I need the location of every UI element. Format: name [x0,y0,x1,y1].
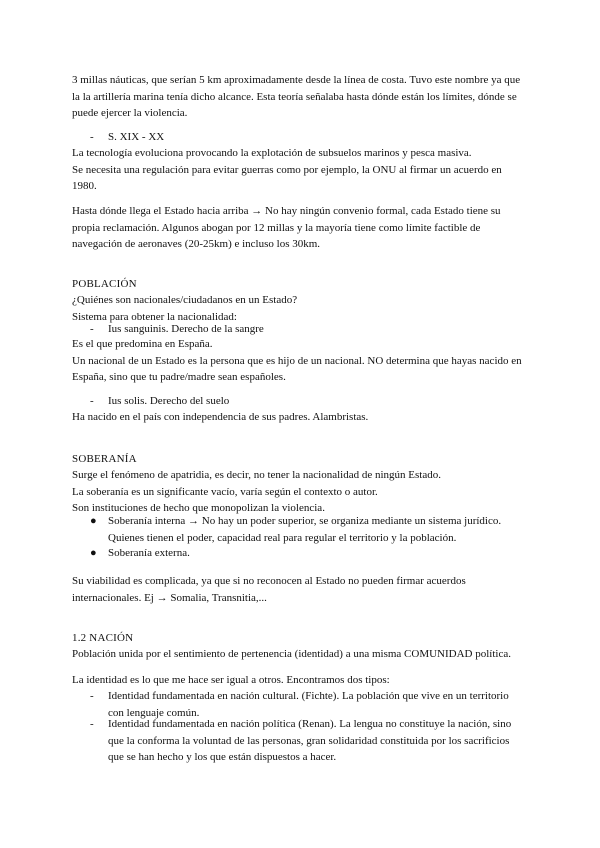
dash-bullet: - [90,131,94,143]
text-line: propia reclamación. Algunos abogan por 12 millas y la mayoría tiene como límite factible de [72,221,481,234]
text-line: Población unida por el sentimiento de pertenencia (identidad) a una misma COMUNIDAD política. [72,648,511,660]
text-line: La tecnología evoluciona provocando la explotación de subsuelos marinos y pesca masiva. [72,147,472,159]
list-item-text: Ius solis. Derecho del suelo [108,395,230,407]
text-line: Soberanía externa. [108,547,190,559]
intro-paragraph [72,72,542,122]
text-line: navegación de aeronaves (20-25km) e incluso los 30km. [72,238,321,250]
text-line: Sistema para obtener la nacionalidad: [72,310,237,323]
text-line: 1980. [72,180,97,192]
section-heading-soberania: SOBERANÍA [72,453,137,465]
dash-bullet: - [90,718,94,730]
dash-bullet: - [90,690,94,702]
text-line: Soberanía interna → No hay un poder superior, se organiza mediante un sistema jurídico. [108,515,502,527]
list-item-siglo [72,129,542,146]
list-item-ius-solis [72,393,542,410]
identity-paragraph [72,672,542,689]
list-item-text [108,513,542,546]
text-line: Identidad fundamentada en nación política (Renan). La lengua no constituye la nación, sino [108,718,512,730]
text-line: Un nacional de un Estado es la persona que es hijo de un nacional. NO determina que hayas nacido en [72,354,522,367]
list-item-text [108,716,542,766]
text-line: Es el que predomina en España. [72,338,213,350]
text-line: la la artillería marina tenía dicho alcance. Esta teoría señalaba hasta dónde están los límites, dónde se [72,90,517,103]
dash-bullet: - [90,395,94,407]
list-item-text [108,545,542,562]
text-line: que se han hecho y los que están dispuestos a hacer. [108,751,337,763]
list-item-text: Ius sanguinis. Derecho de la sangre [108,323,264,335]
text-line: Hasta dónde llega el Estado hacia arriba → No hay ningún convenio formal, cada Estado tiene su [72,205,501,217]
text-line: internacionales. Ej → Somalia, Transnitia,... [72,591,267,604]
list-item-nacion-politica [72,716,542,766]
list-item-soberania-externa [72,545,542,562]
ius-solis-paragraph [72,409,542,426]
text-line: La identidad es lo que me hace ser igual a otros. Encontramos dos tipos: [72,674,390,686]
text-line: 3 millas náuticas, que serían 5 km aproximadamente desde la línea de costa. Tuvo este nombre ya que [72,74,521,86]
text-line: La soberanía es un significante vacío, varía según el contexto o autor. [72,485,378,498]
section-heading-poblacion: POBLACIÓN [72,278,137,290]
text-line: que la conforma la voluntad de las personas, gran solidaridad constituida por los sacrificios [108,734,510,747]
text-line: Ha nacido en el país con independencia de sus padres. Alambristas. [72,411,369,423]
text-line: España, sino que tu padre/madre sean españoles. [72,371,286,383]
soberania-paragraph [72,467,542,517]
text-line: Su viabilidad es complicada, ya que si no reconocen al Estado no pueden firmar acuerdos [72,575,466,587]
air-limit-paragraph [72,203,542,253]
section-heading-nacion: 1.2 NACIÓN [72,632,134,644]
text-line: Surge el fenómeno de apatridia, es decir, no tener la nacionalidad de ningún Estado. [72,469,441,481]
text-line: Son instituciones de hecho que monopolizan la violencia. [72,502,325,514]
ius-sanguinis-paragraph [72,336,542,386]
text-line: ¿Quiénes son nacionales/ciudadanos en un Estado? [72,294,298,306]
viability-paragraph [72,573,542,606]
round-bullet: ● [90,515,97,527]
text-line: Identidad fundamentada en nación cultural. (Fichte). La población que vive en un territorio [108,690,509,702]
text-line: Se necesita una regulación para evitar guerras como por ejemplo, la ONU al firmar un acuerdo en [72,163,502,176]
text-line: puede ejercer la violencia. [72,107,188,119]
text-line: Quienes tienen el poder, capacidad real para regular el territorio y la población. [108,531,457,544]
list-item-soberania-interna [72,513,542,546]
round-bullet: ● [90,547,97,559]
list-item-text: S. XIX - XX [108,131,165,143]
text-line: con lenguaje común. [108,706,200,719]
siglo-paragraph [72,145,542,195]
nacion-definition [72,646,542,663]
dash-bullet: - [90,323,94,335]
